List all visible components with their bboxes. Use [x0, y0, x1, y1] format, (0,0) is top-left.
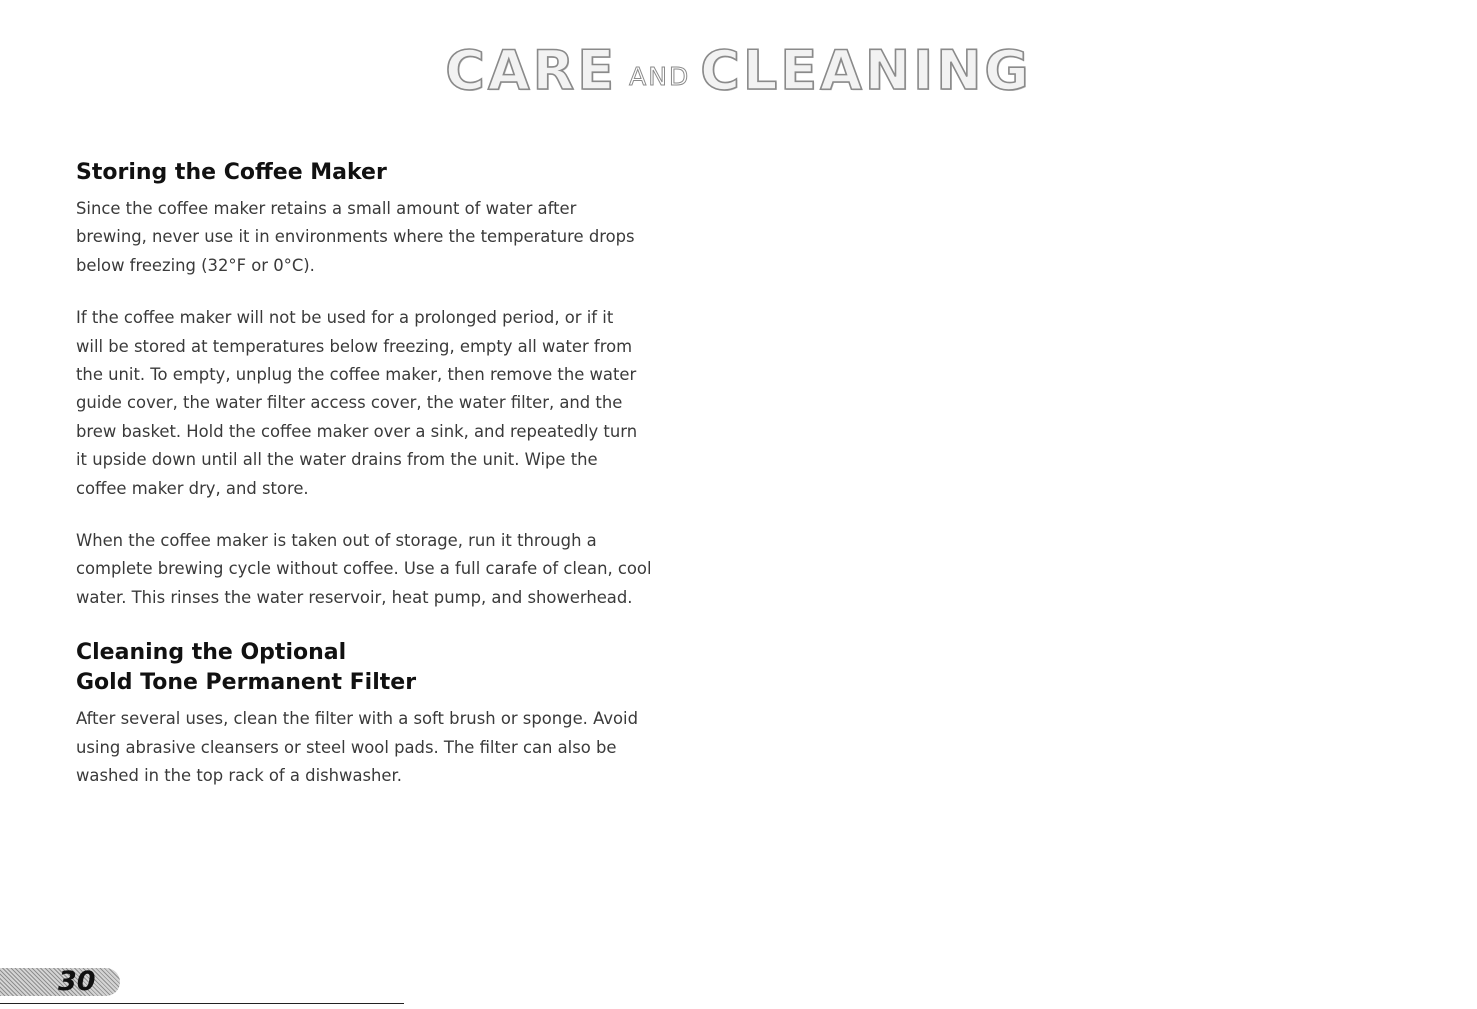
text-line: If the coffee maker will not be used for a prolonged period, or if it — [76, 308, 614, 328]
text-line: Since the coffee maker retains a small amount of water after — [76, 199, 577, 218]
heading-line: Gold Tone Permanent Filter — [76, 670, 417, 696]
title-connector-and: AND — [629, 62, 691, 91]
paragraph-storing-empty — [76, 304, 676, 503]
text-line: brew basket. Hold the coffee maker over a sink, and repeatedly turn — [76, 421, 638, 441]
paragraph-storing-reuse — [76, 527, 676, 612]
text-line: guide cover, the water filter access cover, the water filter, and the — [76, 393, 623, 413]
heading-line: Cleaning the Optional — [76, 640, 347, 666]
page-title — [0, 39, 1477, 102]
footer-divider — [0, 1003, 404, 1004]
text-line: coffee maker dry, and store. — [76, 478, 309, 498]
page-number: 30 — [58, 966, 96, 997]
section-heading-storing: Storing the Coffee Maker — [76, 160, 387, 185]
text-line: will be stored at temperatures below freezing, empty all water from — [76, 336, 633, 356]
text-line: After several uses, clean the filter with a soft brush or sponge. Avoid — [76, 709, 639, 729]
text-line: water. This rinses the water reservoir, heat pump, and showerhead. — [76, 587, 633, 607]
text-line: brewing, never use it in environments where the temperature drops — [76, 227, 635, 247]
section-heading-cleaning-filter — [76, 638, 696, 698]
main-content — [76, 158, 696, 791]
title-word-cleaning: CLEANING — [700, 39, 1032, 102]
paragraph-cleaning-filter — [76, 705, 676, 790]
text-line: below freezing (32°F or 0°C). — [76, 255, 315, 275]
text-line: it upside down until all the water drains from the unit. Wipe the — [76, 450, 598, 470]
paragraph-storing-freezing — [76, 195, 676, 280]
text-line: complete brewing cycle without coffee. Use a full carafe of clean, cool — [76, 559, 652, 579]
text-line: When the coffee maker is taken out of storage, run it through a — [76, 531, 597, 551]
text-line: washed in the top rack of a dishwasher. — [76, 766, 402, 786]
text-line: the unit. To empty, unplug the coffee maker, then remove the water — [76, 365, 637, 385]
title-word-care: CARE — [445, 39, 618, 102]
text-line: using abrasive cleansers or steel wool pads. The filter can also be — [76, 737, 617, 757]
